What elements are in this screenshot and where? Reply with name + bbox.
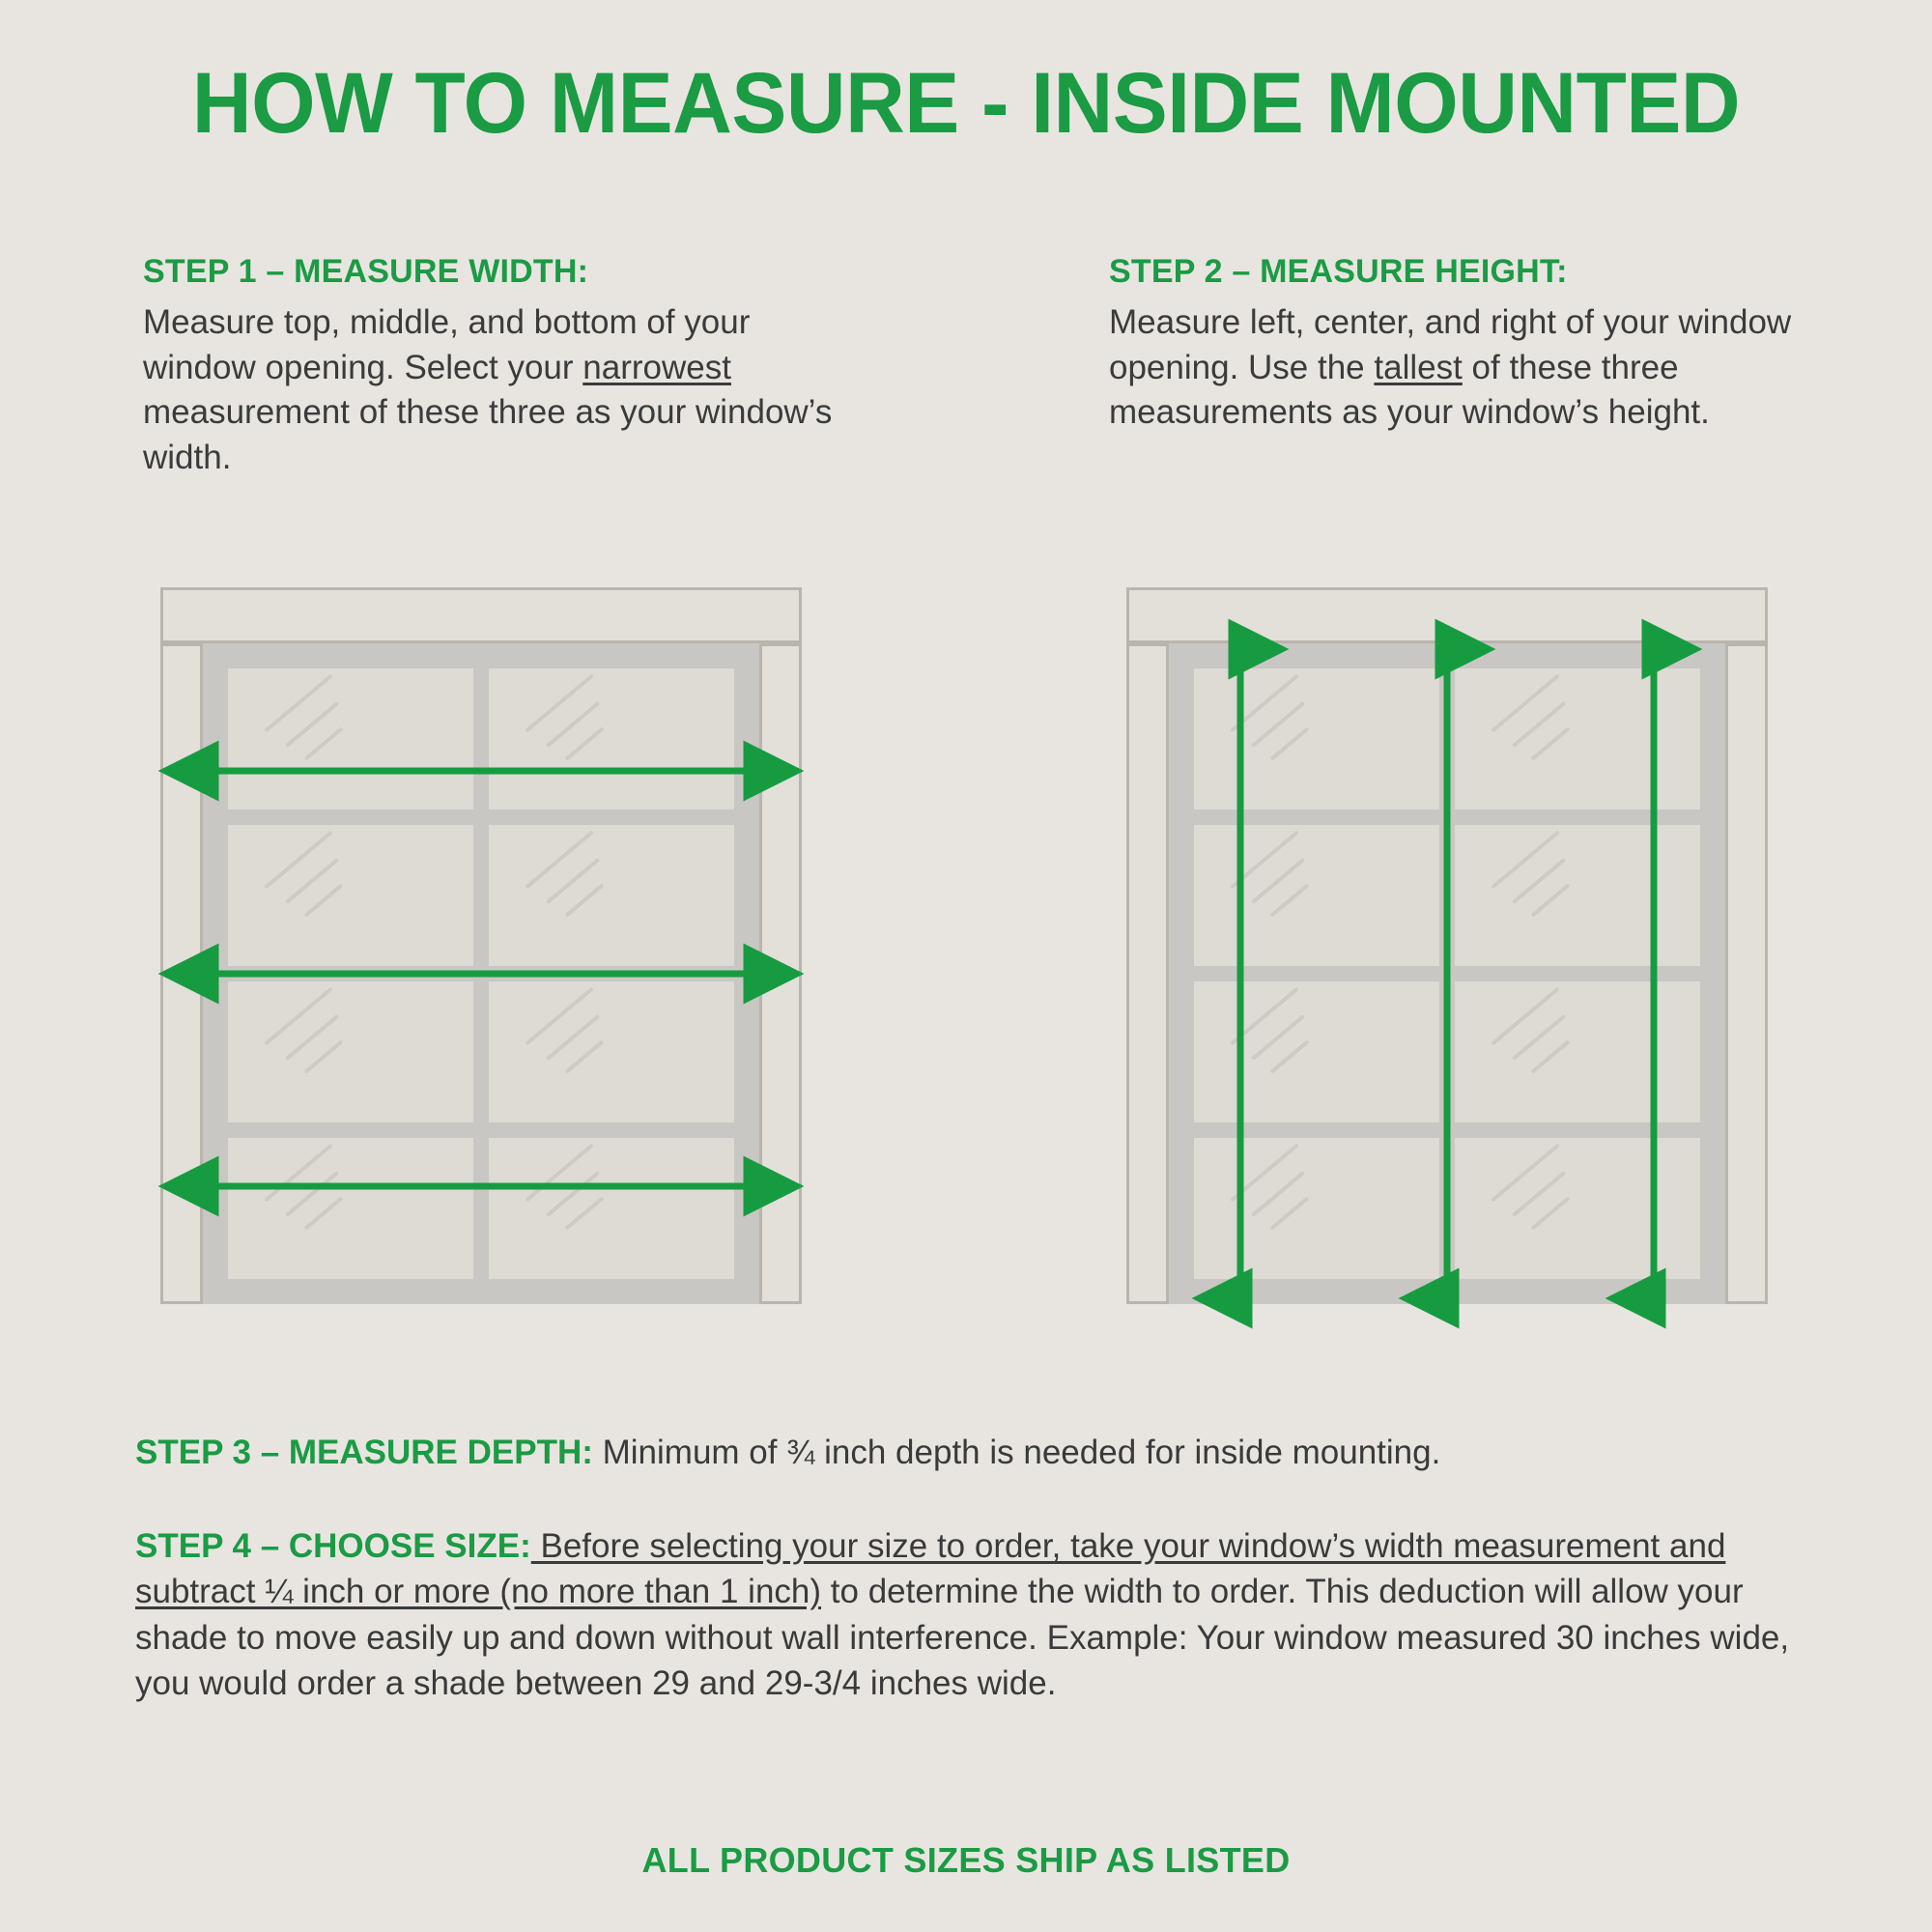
glass-pane [1455,981,1700,1122]
glass-pane [489,1138,734,1279]
width-diagram [143,587,819,1360]
step-2-body-part2: of these three measurements as your window’s height. [1109,348,1710,432]
step-1-body-part1: Measure top, middle, and bottom of your window opening. Select your [143,303,751,386]
window-right-jamb [759,643,802,1304]
step-4-heading: STEP 4 – CHOOSE SIZE: [135,1527,531,1565]
glass-pane [1194,825,1439,966]
step-2-body-underlined: tallest [1374,348,1463,386]
step-3-heading: STEP 3 – MEASURE DEPTH: [135,1434,593,1471]
step-4-body-part1: Before selecting your size to order, take your window’s width measurement and [530,1527,1726,1565]
step-4-body-underlined: subtract ¼ inch or more (no more than 1 inch) [135,1573,822,1611]
height-diagram [1109,587,1785,1360]
glass-pane [1455,825,1700,966]
page-title: HOW TO MEASURE - INSIDE MOUNTED [191,54,1741,151]
step-2-text-block [1109,253,1843,436]
step-2-body [1109,300,1829,436]
window-illustration [143,587,819,1360]
step-2-heading: STEP 2 – MEASURE HEIGHT: [1109,253,1568,290]
step-1-body-part2: measurement of these three as your window’s width. [143,393,833,476]
window-head-trim [160,587,802,643]
glass-pane [1194,668,1439,810]
window-right-jamb [1725,643,1768,1304]
window-panes [1194,668,1700,1279]
glass-pane [228,981,473,1122]
glass-pane [489,981,734,1122]
step-1-body-underlined: narrowest [582,348,731,386]
step-4-text-block [135,1523,1835,1706]
glass-pane [1455,668,1700,810]
step-1-body [143,300,863,480]
glass-pane [228,825,473,966]
step-1-text-block [143,253,877,480]
window-head-trim [1126,587,1768,643]
glass-pane [489,668,734,810]
window-left-jamb [160,643,203,1304]
glass-pane [489,825,734,966]
step-3-body: Minimum of ¾ inch depth is needed for inside mounting. [592,1434,1441,1471]
footer-note: ALL PRODUCT SIZES SHIP AS LISTED [641,1840,1291,1880]
window-left-jamb [1126,643,1169,1304]
step-1-heading: STEP 1 – MEASURE WIDTH: [143,253,589,290]
glass-pane [228,1138,473,1279]
window-illustration [1109,587,1785,1360]
window-panes [228,668,734,1279]
glass-pane [1194,1138,1439,1279]
step-4-body-part2: to determine the width to order. This deduction will allow your shade to move easily up and down without wall interference. Example: Your window measured 30 inches wide, you would order a shade between 29 and 29-3/4 inches wide. [135,1573,1790,1702]
glass-pane [228,668,473,810]
glass-pane [1194,981,1439,1122]
step-3-text-block [135,1430,1816,1475]
step-2-body-part1: Measure left, center, and right of your window opening. Use the [1109,303,1792,386]
glass-pane [1455,1138,1700,1279]
